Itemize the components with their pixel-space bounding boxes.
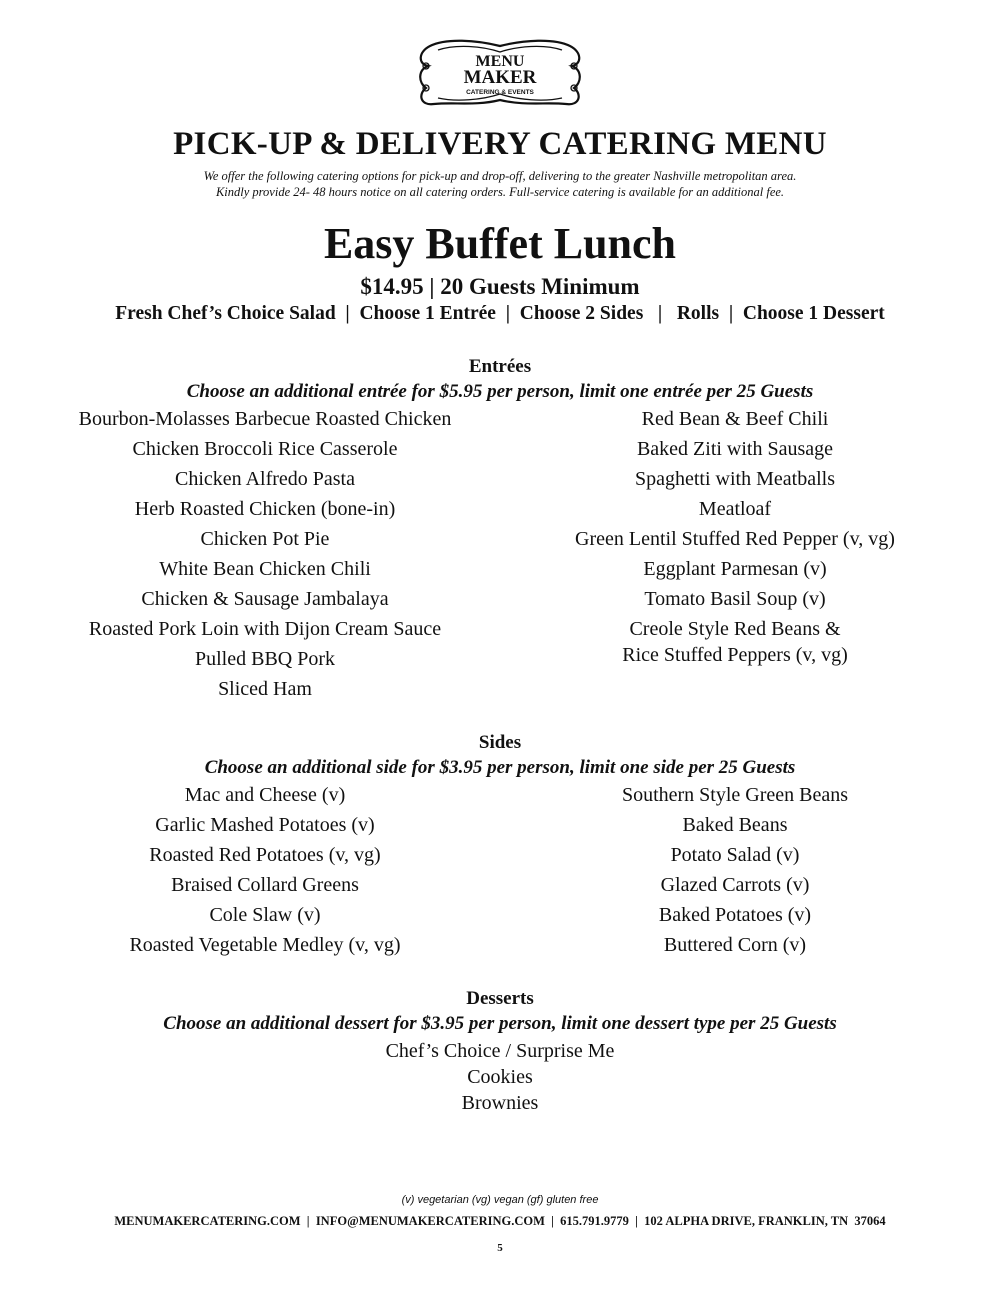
sides-note: Choose an additional side for $3.95 per person, limit one side per 25 Guests [204,757,796,778]
list-item: Mac and Cheese (v) [184,784,346,806]
sides-right-list [530,782,940,962]
dietary-legend: (v) vegetarian (vg) vegan (gf) gluten free [401,1194,599,1206]
list-item: White Bean Chicken Chili [159,558,371,580]
entrees-left-list [40,406,490,706]
page-number: 5 [497,1242,503,1254]
list-item: Brownies [461,1092,539,1114]
list-item: Roasted Red Potatoes (v, vg) [149,844,381,866]
list-item: Chicken Alfredo Pasta [175,468,355,490]
list-item: Southern Style Green Beans [621,784,849,806]
list-item: Rice Stuffed Peppers (v, vg) [622,644,848,666]
list-item: Meatloaf [698,498,772,520]
list-item: Tomato Basil Soup (v) [644,588,826,610]
desserts-list [0,1038,1000,1116]
list-item: Baked Ziti with Sausage [636,438,834,460]
list-item: Garlic Mashed Potatoes (v) [155,814,375,836]
list-item: Chicken & Sausage Jambalaya [141,588,389,610]
list-item: Roasted Vegetable Medley (v, vg) [129,934,401,956]
page-title: PICK-UP & DELIVERY CATERING MENU [173,126,827,162]
list-item: Creole Style Red Beans & [629,618,841,640]
sides-heading: Sides [478,732,522,753]
intro-text [0,168,1000,200]
entrees-note: Choose an additional entrée for $5.95 per person, limit one entrée per 25 Guests [186,381,814,402]
desserts-note: Choose an additional dessert for $3.95 per person, limit one dessert type per 25 Guests [163,1013,837,1034]
entrees-heading: Entrées [468,356,532,377]
list-item: Eggplant Parmesan (v) [643,558,827,580]
list-item: Potato Salad (v) [670,844,800,866]
menu-maker-logo [416,36,584,110]
list-item: Chicken Pot Pie [200,528,330,550]
list-item: Chef’s Choice / Surprise Me [385,1040,615,1062]
entrees-right-list [530,406,940,668]
package-price: $14.95 | 20 Guests Minimum [360,274,640,299]
intro-line-2: Kindly provide 24- 48 hours notice on all catering orders. Full-service catering is available for an additional fee. [215,185,785,199]
contact-footer: MENUMAKERCATERING.COM | INFO@MENUMAKERCATERING.COM | 615.791.9779 | 102 ALPHA DRIVE, FRANKLIN, TN 37064 [114,1214,886,1228]
list-item: Baked Beans [682,814,788,836]
list-item: Braised Collard Greens [171,874,359,896]
package-name: Easy Buffet Lunch [323,219,677,268]
list-item: Chicken Broccoli Rice Casserole [132,438,398,460]
list-item: Baked Potatoes (v) [658,904,812,926]
list-item: Red Bean & Beef Chili [641,408,829,430]
list-item: Roasted Pork Loin with Dijon Cream Sauce [88,618,442,640]
list-item: Green Lentil Stuffed Red Pepper (v, vg) [575,528,895,550]
logo-line1: MENU [475,53,525,70]
list-item: Herb Roasted Chicken (bone-in) [134,498,396,520]
logo-line2: MAKER [463,67,537,88]
list-item: Bourbon-Molasses Barbecue Roasted Chicken [78,408,452,430]
list-item: Spaghetti with Meatballs [635,468,835,490]
desserts-heading: Desserts [466,988,534,1009]
sides-left-list [40,782,490,962]
list-item: Cookies [467,1066,533,1088]
logo-line3: CATERING & EVENTS [466,89,534,96]
intro-line-1: We offer the following catering options for pick-up and drop-off, delivering to the greater Nashville metropolitan area. [203,169,797,183]
package-includes: Fresh Chef’s Choice Salad | Choose 1 Entrée | Choose 2 Sides | Rolls | Choose 1 Dessert [115,303,885,324]
list-item: Pulled BBQ Pork [194,648,336,670]
list-item: Glazed Carrots (v) [660,874,810,896]
list-item: Cole Slaw (v) [209,904,321,926]
list-item: Sliced Ham [218,678,312,700]
list-item: Buttered Corn (v) [663,934,807,956]
